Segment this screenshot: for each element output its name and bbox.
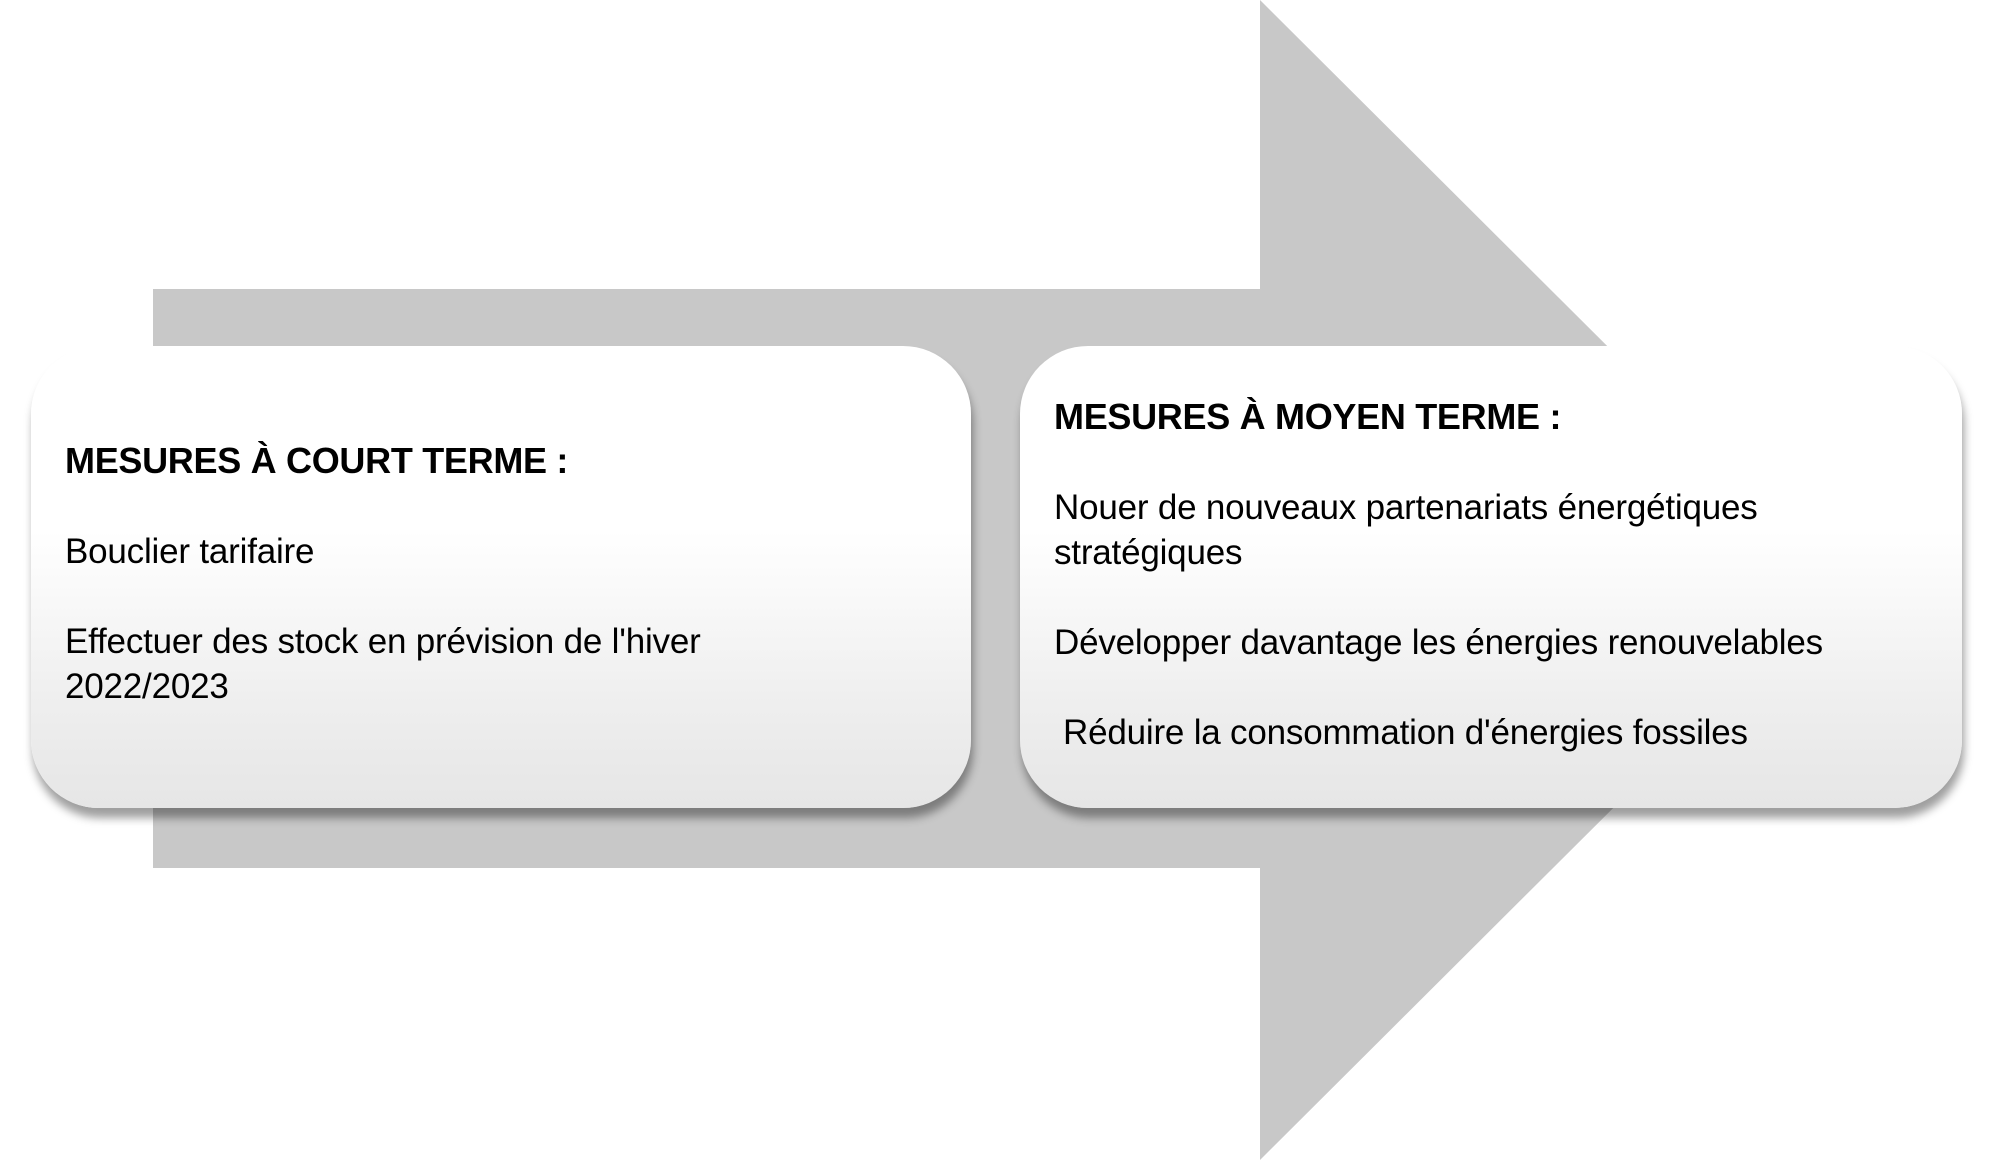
medium-term-item: Nouer de nouveaux partenariats énergétiques stratégiques [1054,488,1758,572]
medium-term-measures-box [1020,346,1962,808]
medium-term-item: Développer davantage les énergies renouvelables [1054,623,1823,662]
short-term-title: MESURES À COURT TERME : [65,440,569,481]
short-term-measures-box [31,346,971,808]
medium-term-item: Réduire la consommation d'énergies fossiles [1063,713,1748,752]
short-term-item: Bouclier tarifaire [65,532,315,571]
medium-term-title: MESURES À MOYEN TERME : [1054,396,1562,437]
short-term-item: Effectuer des stock en prévision de l'hiver 2022/2023 [65,622,701,706]
